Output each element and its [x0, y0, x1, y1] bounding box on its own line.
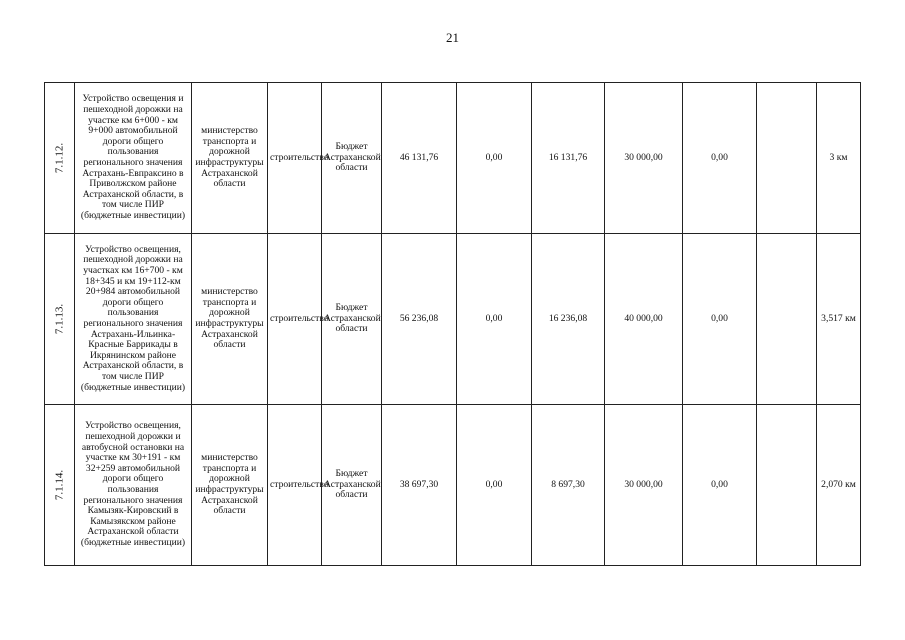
total-amount-cell: 56 236,08 — [382, 234, 457, 405]
executor-cell: министерство транспорта и дорожной инфраструктуры Астраханской области — [192, 405, 268, 566]
amount-cell — [757, 83, 817, 234]
activity-code-cell — [45, 234, 75, 405]
length-cell: 3,517 км — [817, 234, 861, 405]
total-amount-cell: 38 697,30 — [382, 405, 457, 566]
activity-code: 7.1.14. — [53, 469, 66, 501]
amount-cell: 0,00 — [457, 234, 532, 405]
work-type-cell: строительство — [268, 234, 322, 405]
activity-name-cell: Устройство освещения, пешеходной дорожки на участках км 16+700 - км 18+345 и км 19+112-км 20+984 автомобильной дороги общего пользования регионального значения Астрахань-Ильинка-Красные Баррикады в Икрянинском районе Астраханской области, в том числе ПИР (бюджетные инвестиции) — [75, 234, 192, 405]
table-row — [45, 405, 861, 566]
amount-cell — [757, 234, 817, 405]
amount-cell: 0,00 — [457, 83, 532, 234]
amount-cell: 16 236,08 — [532, 234, 605, 405]
amount-cell: 0,00 — [683, 83, 757, 234]
activity-name-cell: Устройство освещения, пешеходной дорожки и автобусной остановки на участке км 30+191 - км 32+259 автомобильной дороги общего пользования регионального значения Камызяк-Кировский в Камызякском районе Астраханской области (бюджетные инвестиции) — [75, 405, 192, 566]
table-row — [45, 234, 861, 405]
funding-source-cell: Бюджет Астраханской области — [322, 405, 382, 566]
amount-cell: 0,00 — [457, 405, 532, 566]
amount-cell: 0,00 — [683, 405, 757, 566]
funding-source-cell: Бюджет Астраханской области — [322, 234, 382, 405]
amount-cell: 16 131,76 — [532, 83, 605, 234]
program-activities-table — [44, 82, 861, 566]
executor-cell: министерство транспорта и дорожной инфраструктуры Астраханской области — [192, 234, 268, 405]
work-type-cell: строительство — [268, 83, 322, 234]
amount-cell: 30 000,00 — [605, 405, 683, 566]
amount-cell: 30 000,00 — [605, 83, 683, 234]
table-row — [45, 83, 861, 234]
length-cell: 3 км — [817, 83, 861, 234]
work-type-cell: строительство — [268, 405, 322, 566]
activity-code: 7.1.13. — [53, 303, 66, 335]
activity-name-cell: Устройство освещения и пешеходной дорожки на участке км 6+000 - км 9+000 автомобильной дороги общего пользования регионального значения Астрахань-Евпраксино в Приволжском районе Астраханской области, в том числе ПИР (бюджетные инвестиции) — [75, 83, 192, 234]
executor-cell: министерство транспорта и дорожной инфраструктуры Астраханской области — [192, 83, 268, 234]
page-number: 21 — [446, 30, 459, 45]
activity-code-cell — [45, 83, 75, 234]
amount-cell: 8 697,30 — [532, 405, 605, 566]
amount-cell — [757, 405, 817, 566]
activity-code: 7.1.12. — [53, 142, 66, 174]
amount-cell: 0,00 — [683, 234, 757, 405]
activity-code-cell — [45, 405, 75, 566]
length-cell: 2,070 км — [817, 405, 861, 566]
total-amount-cell: 46 131,76 — [382, 83, 457, 234]
amount-cell: 40 000,00 — [605, 234, 683, 405]
funding-source-cell: Бюджет Астраханской области — [322, 83, 382, 234]
